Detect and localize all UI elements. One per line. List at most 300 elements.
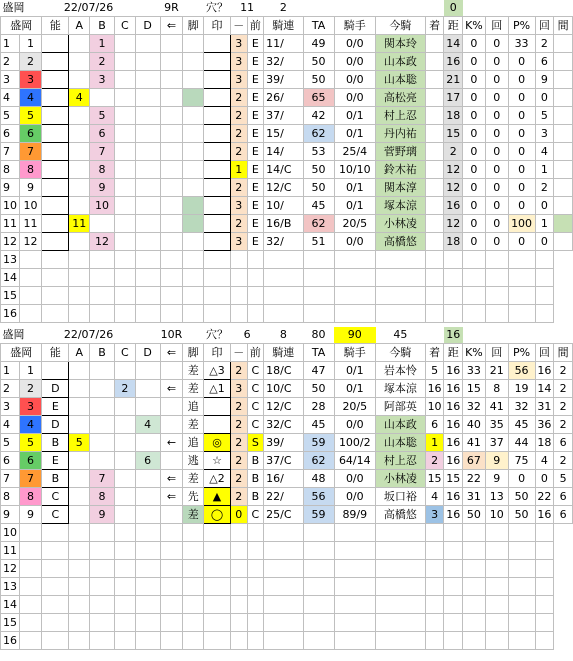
cell[interactable] — [19, 269, 42, 287]
arrow-indicator[interactable] — [160, 143, 183, 161]
running-style[interactable]: 差 — [183, 470, 204, 488]
col-a[interactable] — [69, 488, 90, 506]
cell[interactable] — [508, 596, 535, 614]
jockey-combo[interactable]: 15/ — [264, 125, 303, 143]
arrow-indicator[interactable] — [160, 53, 183, 71]
post-number[interactable]: 8 — [19, 488, 42, 506]
col-a[interactable] — [69, 143, 90, 161]
arrow-indicator[interactable] — [160, 506, 183, 524]
col-a[interactable] — [69, 416, 90, 434]
jockey-combo[interactable]: 10/C — [264, 380, 303, 398]
jockey-record[interactable]: 0/0 — [334, 488, 375, 506]
cell[interactable] — [204, 251, 231, 269]
header-value-2[interactable]: 8 — [264, 327, 303, 344]
cell[interactable] — [485, 542, 508, 560]
k-percent[interactable]: 67 — [463, 452, 486, 470]
ability-grade[interactable]: C — [42, 488, 69, 506]
k-count[interactable]: 0 — [485, 197, 508, 215]
p-count[interactable]: 1 — [535, 215, 554, 233]
k-percent[interactable]: 40 — [463, 416, 486, 434]
jockey-record[interactable]: 64/14 — [334, 452, 375, 470]
p-count[interactable]: 16 — [535, 362, 554, 380]
jockey-combo[interactable]: 12/C — [264, 179, 303, 197]
cell[interactable] — [42, 614, 69, 632]
p-percent[interactable]: 50 — [508, 488, 535, 506]
jockey-combo[interactable]: 12/C — [264, 398, 303, 416]
finish-position[interactable]: 4 — [425, 488, 444, 506]
current-jockey[interactable]: 村上忍 — [376, 107, 426, 125]
header-value-1[interactable]: 11 — [230, 0, 263, 17]
cell[interactable] — [247, 596, 264, 614]
k-percent[interactable]: 22 — [463, 470, 486, 488]
prev-grade[interactable]: B — [247, 452, 264, 470]
current-jockey[interactable]: 鈴木祐 — [376, 161, 426, 179]
cell[interactable] — [444, 305, 463, 323]
cell[interactable] — [90, 287, 115, 305]
horse-row[interactable] — [1, 71, 573, 89]
k-count[interactable]: 0 — [485, 125, 508, 143]
header-value-3[interactable] — [303, 0, 334, 17]
cell[interactable] — [264, 632, 303, 650]
cell[interactable] — [508, 287, 535, 305]
finish-position[interactable]: 6 — [425, 416, 444, 434]
finish-position[interactable] — [425, 179, 444, 197]
jockey-record[interactable]: 100/2 — [334, 434, 375, 452]
p-percent[interactable]: 0 — [508, 233, 535, 251]
cell[interactable] — [535, 524, 554, 542]
finish-position[interactable] — [425, 71, 444, 89]
cell[interactable] — [183, 560, 204, 578]
cell[interactable] — [508, 524, 535, 542]
distance[interactable]: 16 — [444, 53, 463, 71]
finish-position[interactable] — [425, 53, 444, 71]
running-style[interactable]: 逃 — [183, 452, 204, 470]
running-style[interactable] — [183, 35, 204, 53]
cell[interactable] — [90, 578, 115, 596]
prev-grade[interactable]: C — [247, 362, 264, 380]
col-b[interactable]: 6 — [90, 125, 115, 143]
k-percent[interactable]: 0 — [463, 53, 486, 71]
ability-grade[interactable] — [42, 161, 69, 179]
cell[interactable] — [463, 542, 486, 560]
jockey-record[interactable]: 0/1 — [334, 125, 375, 143]
horse-row[interactable] — [1, 35, 573, 53]
k-count[interactable]: 0 — [485, 107, 508, 125]
current-jockey[interactable]: 小林凌 — [376, 470, 426, 488]
ta-score[interactable]: 62 — [303, 215, 334, 233]
distance[interactable]: 12 — [444, 179, 463, 197]
jockey-combo[interactable]: 14/C — [264, 161, 303, 179]
cell[interactable] — [69, 305, 90, 323]
p-count[interactable]: 2 — [535, 179, 554, 197]
col-d[interactable] — [135, 506, 160, 524]
col-b[interactable]: 9 — [90, 179, 115, 197]
ta-score[interactable]: 50 — [303, 71, 334, 89]
p-count[interactable]: 0 — [535, 233, 554, 251]
cell[interactable] — [463, 251, 486, 269]
cell[interactable] — [485, 632, 508, 650]
running-style[interactable] — [183, 161, 204, 179]
col-d[interactable] — [135, 53, 160, 71]
cell[interactable] — [230, 251, 247, 269]
hole-label[interactable]: 穴？ — [204, 0, 231, 17]
cell[interactable] — [230, 305, 247, 323]
cell[interactable] — [463, 305, 486, 323]
post-number[interactable]: 6 — [19, 125, 42, 143]
col-a[interactable] — [69, 53, 90, 71]
yakura-count[interactable]: 16 — [444, 327, 463, 344]
cell[interactable] — [264, 269, 303, 287]
arrow-indicator[interactable] — [160, 398, 183, 416]
interval[interactable]: 6 — [554, 434, 573, 452]
cell[interactable] — [160, 269, 183, 287]
arrow-indicator[interactable] — [160, 362, 183, 380]
col-c[interactable] — [114, 107, 135, 125]
dash-rank[interactable]: 3 — [230, 380, 247, 398]
cell[interactable] — [19, 596, 42, 614]
cell[interactable] — [19, 251, 42, 269]
cell[interactable] — [444, 596, 463, 614]
cell[interactable] — [160, 524, 183, 542]
p-count[interactable]: 0 — [535, 197, 554, 215]
jockey-combo[interactable]: 32/C — [264, 416, 303, 434]
interval[interactable]: 2 — [554, 380, 573, 398]
dash-rank[interactable]: 2 — [230, 434, 247, 452]
k-count[interactable]: 0 — [485, 161, 508, 179]
finish-position[interactable]: 3 — [425, 506, 444, 524]
cell[interactable] — [114, 578, 135, 596]
ta-score[interactable]: 49 — [303, 35, 334, 53]
cell[interactable] — [303, 596, 334, 614]
cell[interactable] — [230, 542, 247, 560]
cell[interactable] — [183, 251, 204, 269]
p-percent[interactable]: 0 — [508, 179, 535, 197]
cell[interactable] — [135, 632, 160, 650]
ta-score[interactable]: 48 — [303, 470, 334, 488]
arrow-indicator[interactable]: ← — [160, 434, 183, 452]
cell[interactable] — [42, 560, 69, 578]
p-percent[interactable]: 33 — [508, 35, 535, 53]
cell[interactable] — [264, 596, 303, 614]
cell[interactable] — [230, 287, 247, 305]
row-number[interactable]: 2 — [1, 53, 20, 71]
row-number[interactable]: 15 — [1, 614, 20, 632]
row-number[interactable]: 10 — [1, 197, 20, 215]
cell[interactable] — [444, 287, 463, 305]
race-number[interactable]: 9R — [160, 0, 183, 17]
post-number[interactable]: 1 — [19, 35, 42, 53]
mark-cell[interactable]: △2 — [204, 470, 231, 488]
finish-position[interactable]: 2 — [425, 452, 444, 470]
row-number[interactable]: 16 — [1, 305, 20, 323]
race-date[interactable]: 22/07/26 — [42, 327, 135, 344]
horse-row[interactable] — [1, 233, 573, 251]
cell[interactable] — [535, 596, 554, 614]
cell[interactable] — [69, 578, 90, 596]
ability-grade[interactable] — [42, 362, 69, 380]
distance[interactable]: 16 — [444, 416, 463, 434]
col-a[interactable]: 5 — [69, 434, 90, 452]
post-number[interactable]: 2 — [19, 380, 42, 398]
arrow-indicator[interactable]: ⇐ — [160, 380, 183, 398]
cell[interactable] — [425, 614, 444, 632]
horse-row[interactable] — [1, 614, 573, 632]
col-a[interactable] — [69, 125, 90, 143]
cell[interactable] — [535, 542, 554, 560]
post-number[interactable]: 6 — [19, 452, 42, 470]
mark-cell[interactable] — [204, 35, 231, 53]
distance[interactable]: 12 — [444, 215, 463, 233]
cell[interactable] — [425, 269, 444, 287]
col-a[interactable] — [69, 362, 90, 380]
ta-score[interactable]: 50 — [303, 179, 334, 197]
horse-row[interactable] — [1, 416, 573, 434]
finish-position[interactable] — [425, 233, 444, 251]
col-d[interactable] — [135, 362, 160, 380]
row-number[interactable]: 12 — [1, 560, 20, 578]
ability-grade[interactable] — [42, 143, 69, 161]
prev-grade[interactable]: E — [247, 71, 264, 89]
k-count[interactable]: 37 — [485, 434, 508, 452]
row-number[interactable]: 6 — [1, 125, 20, 143]
cell[interactable] — [19, 287, 42, 305]
interval[interactable] — [554, 161, 573, 179]
post-number[interactable]: 3 — [19, 71, 42, 89]
col-d[interactable] — [135, 380, 160, 398]
mark-cell[interactable] — [204, 89, 231, 107]
current-jockey[interactable]: 村上忍 — [376, 452, 426, 470]
finish-position[interactable] — [425, 197, 444, 215]
post-number[interactable]: 1 — [19, 362, 42, 380]
dash-rank[interactable]: 2 — [230, 362, 247, 380]
dash-rank[interactable]: 2 — [230, 416, 247, 434]
col-c[interactable] — [114, 35, 135, 53]
interval[interactable] — [554, 35, 573, 53]
dash-rank[interactable]: 2 — [230, 215, 247, 233]
cell[interactable] — [444, 524, 463, 542]
finish-position[interactable]: 15 — [425, 470, 444, 488]
horse-row[interactable] — [1, 524, 573, 542]
cell[interactable] — [334, 560, 375, 578]
jockey-record[interactable]: 0/1 — [334, 179, 375, 197]
ability-grade[interactable]: B — [42, 434, 69, 452]
cell[interactable] — [230, 560, 247, 578]
header-value-4[interactable]: 90 — [334, 327, 375, 344]
col-d[interactable]: 4 — [135, 416, 160, 434]
cell[interactable] — [376, 251, 426, 269]
post-number[interactable]: 4 — [19, 89, 42, 107]
col-a[interactable] — [69, 470, 90, 488]
k-count[interactable]: 8 — [485, 380, 508, 398]
col-c[interactable] — [114, 506, 135, 524]
jockey-combo[interactable]: 18/C — [264, 362, 303, 380]
cell[interactable] — [90, 542, 115, 560]
cell[interactable] — [334, 251, 375, 269]
jockey-record[interactable]: 0/1 — [334, 380, 375, 398]
cell[interactable] — [444, 542, 463, 560]
k-percent[interactable]: 41 — [463, 434, 486, 452]
post-number[interactable]: 9 — [19, 506, 42, 524]
horse-row[interactable] — [1, 560, 573, 578]
cell[interactable] — [425, 542, 444, 560]
p-count[interactable]: 18 — [535, 434, 554, 452]
cell[interactable] — [19, 305, 42, 323]
interval[interactable] — [554, 107, 573, 125]
jockey-record[interactable]: 0/0 — [334, 35, 375, 53]
cell[interactable] — [42, 251, 69, 269]
interval[interactable] — [554, 197, 573, 215]
dash-rank[interactable]: 3 — [230, 233, 247, 251]
cell[interactable] — [160, 578, 183, 596]
cell[interactable] — [135, 0, 160, 17]
k-percent[interactable]: 0 — [463, 143, 486, 161]
distance[interactable]: 16 — [444, 506, 463, 524]
cell[interactable] — [69, 632, 90, 650]
ability-grade[interactable] — [42, 89, 69, 107]
horse-row[interactable] — [1, 305, 573, 323]
col-d[interactable] — [135, 233, 160, 251]
cell[interactable] — [264, 287, 303, 305]
cell[interactable] — [463, 287, 486, 305]
arrow-indicator[interactable] — [160, 416, 183, 434]
cell[interactable] — [183, 524, 204, 542]
p-percent[interactable]: 0 — [508, 470, 535, 488]
finish-position[interactable] — [425, 125, 444, 143]
cell[interactable] — [183, 632, 204, 650]
running-style[interactable] — [183, 53, 204, 71]
k-count[interactable]: 0 — [485, 35, 508, 53]
cell[interactable] — [114, 269, 135, 287]
cell[interactable] — [135, 305, 160, 323]
cell[interactable] — [204, 578, 231, 596]
k-percent[interactable]: 31 — [463, 488, 486, 506]
cell[interactable] — [508, 632, 535, 650]
dash-rank[interactable]: 2 — [230, 107, 247, 125]
cell[interactable] — [334, 596, 375, 614]
cell[interactable] — [535, 269, 554, 287]
k-count[interactable]: 0 — [485, 143, 508, 161]
current-jockey[interactable]: 山本聡 — [376, 71, 426, 89]
cell[interactable] — [425, 560, 444, 578]
col-c[interactable] — [114, 434, 135, 452]
arrow-indicator[interactable] — [160, 35, 183, 53]
cell[interactable] — [303, 632, 334, 650]
col-d[interactable] — [135, 434, 160, 452]
row-number[interactable]: 8 — [1, 161, 20, 179]
post-number[interactable]: 2 — [19, 53, 42, 71]
jockey-record[interactable]: 0/1 — [334, 362, 375, 380]
cell[interactable] — [90, 269, 115, 287]
col-b[interactable] — [90, 362, 115, 380]
row-number[interactable]: 7 — [1, 143, 20, 161]
mark-cell[interactable] — [204, 233, 231, 251]
cell[interactable] — [230, 614, 247, 632]
current-jockey[interactable]: 塚本涼 — [376, 197, 426, 215]
cell[interactable] — [376, 614, 426, 632]
col-c[interactable] — [114, 143, 135, 161]
cell[interactable] — [204, 632, 231, 650]
p-percent[interactable]: 100 — [508, 215, 535, 233]
cell[interactable] — [425, 0, 444, 17]
finish-position[interactable] — [425, 107, 444, 125]
running-style[interactable]: 先 — [183, 488, 204, 506]
cell[interactable] — [508, 614, 535, 632]
cell[interactable] — [135, 614, 160, 632]
horse-row[interactable] — [1, 161, 573, 179]
horse-row[interactable] — [1, 398, 573, 416]
k-count[interactable]: 0 — [485, 179, 508, 197]
cell[interactable] — [444, 269, 463, 287]
ta-score[interactable]: 65 — [303, 89, 334, 107]
running-style[interactable]: 差 — [183, 416, 204, 434]
jockey-combo[interactable]: 39/ — [264, 71, 303, 89]
cell[interactable] — [90, 305, 115, 323]
ta-score[interactable]: 42 — [303, 107, 334, 125]
cell[interactable] — [114, 542, 135, 560]
cell[interactable] — [303, 614, 334, 632]
cell[interactable] — [508, 542, 535, 560]
cell[interactable] — [463, 578, 486, 596]
cell[interactable] — [425, 327, 444, 344]
col-c[interactable] — [114, 161, 135, 179]
col-d[interactable] — [135, 107, 160, 125]
cell[interactable] — [204, 596, 231, 614]
finish-position[interactable] — [425, 89, 444, 107]
arrow-indicator[interactable] — [160, 71, 183, 89]
row-number[interactable]: 16 — [1, 632, 20, 650]
col-c[interactable] — [114, 53, 135, 71]
col-d[interactable] — [135, 125, 160, 143]
cell[interactable] — [114, 305, 135, 323]
ability-grade[interactable] — [42, 71, 69, 89]
jockey-record[interactable]: 89/9 — [334, 506, 375, 524]
arrow-indicator[interactable] — [160, 197, 183, 215]
col-a[interactable] — [69, 161, 90, 179]
col-b[interactable]: 8 — [90, 488, 115, 506]
cell[interactable] — [463, 269, 486, 287]
running-style[interactable] — [183, 233, 204, 251]
cell[interactable] — [444, 560, 463, 578]
cell[interactable] — [114, 614, 135, 632]
p-count[interactable]: 0 — [535, 89, 554, 107]
cell[interactable] — [334, 614, 375, 632]
mark-cell[interactable]: ▲ — [204, 488, 231, 506]
row-number[interactable]: 6 — [1, 452, 20, 470]
cell[interactable] — [376, 305, 426, 323]
p-percent[interactable]: 50 — [508, 506, 535, 524]
header-value-5[interactable] — [376, 0, 426, 17]
p-percent[interactable]: 19 — [508, 380, 535, 398]
jockey-record[interactable]: 20/5 — [334, 215, 375, 233]
p-count[interactable]: 4 — [535, 452, 554, 470]
cell[interactable] — [463, 596, 486, 614]
finish-position[interactable] — [425, 215, 444, 233]
k-percent[interactable]: 50 — [463, 506, 486, 524]
mark-cell[interactable]: ◎ — [204, 434, 231, 452]
col-b[interactable] — [90, 215, 115, 233]
col-b[interactable]: 3 — [90, 71, 115, 89]
col-c[interactable]: 2 — [114, 380, 135, 398]
current-jockey[interactable]: 関本玲 — [376, 35, 426, 53]
ability-grade[interactable] — [42, 197, 69, 215]
col-d[interactable] — [135, 488, 160, 506]
horse-row[interactable] — [1, 488, 573, 506]
p-count[interactable]: 31 — [535, 398, 554, 416]
col-a[interactable] — [69, 380, 90, 398]
cell[interactable] — [376, 524, 426, 542]
col-d[interactable]: 6 — [135, 452, 160, 470]
post-number[interactable]: 4 — [19, 416, 42, 434]
